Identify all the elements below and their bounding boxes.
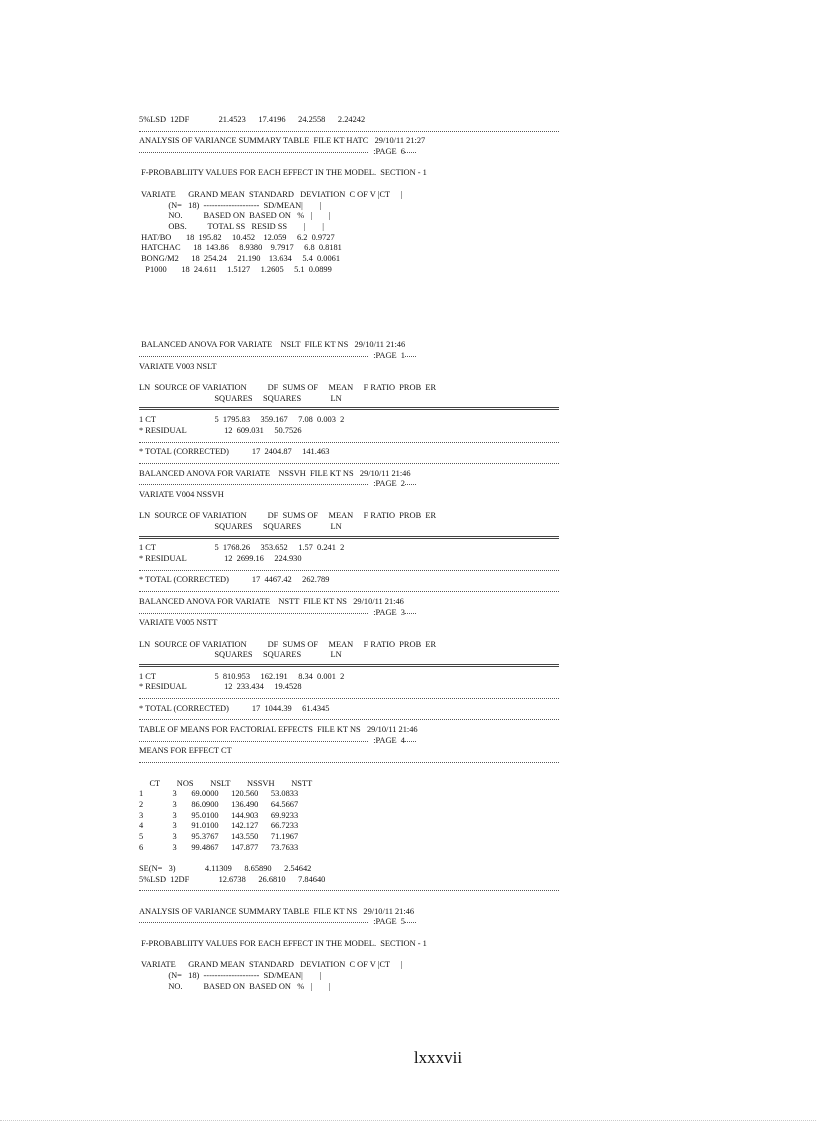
- text-line: * TOTAL (CORRECTED) 17 4467.42 262.789: [139, 575, 330, 585]
- text-line: LN SOURCE OF VARIATION DF SUMS OF MEAN F RATIO PROB ER: [139, 383, 437, 393]
- spacer: [139, 501, 559, 512]
- text-line: * RESIDUAL 12 233.434 19.4528: [139, 682, 302, 692]
- text-line: SE(N= 3) 4.11309 8.65890 2.54642: [139, 864, 312, 873]
- text-line: 1 CT 5 1768.26 353.652 1.57 0.241 2: [139, 543, 345, 553]
- text-line: F-PROBABLIITY VALUES FOR EACH EFFECT IN THE MODEL. SECTION - 1: [139, 168, 427, 178]
- dotted-rule: [139, 586, 559, 597]
- text-line: VARIATE V005 NSTT: [139, 618, 218, 628]
- page-marker-rule: [139, 147, 559, 158]
- page-marker: :PAGE 1: [369, 351, 405, 362]
- double-rule: [139, 404, 559, 415]
- text-line: BALANCED ANOVA FOR VARIATE NSLT FILE KT NS 29/10/11 21:46: [139, 340, 406, 350]
- text-line: 2 3 86.0900 136.490 64.5667: [139, 799, 299, 809]
- text-line: * RESIDUAL 12 2699.16 224.930: [139, 554, 302, 564]
- text-line: * TOTAL (CORRECTED) 17 2404.87 141.463: [139, 447, 330, 457]
- page-marker: :PAGE 4: [369, 736, 405, 747]
- page-marker: :PAGE 5: [369, 917, 405, 928]
- text-line: VARIATE GRAND MEAN STANDARD DEVIATION C OF V |CT |: [139, 189, 403, 199]
- page-number: lxxxvii: [413, 1048, 463, 1067]
- dotted-rule: [139, 565, 559, 576]
- spacer: [139, 179, 559, 190]
- spacer: [139, 158, 559, 169]
- spacer: [139, 372, 559, 383]
- document-body: [139, 115, 559, 992]
- dotted-rule: [139, 885, 559, 896]
- text-line: VARIATE GRAND MEAN STANDARD DEVIATION C OF V |CT |: [139, 960, 403, 970]
- text-line: 5%LSD 12DF 21.4523 17.4196 24.2558 2.24242: [139, 115, 366, 124]
- text-line: SQUARES SQUARES LN: [139, 522, 342, 531]
- page-marker-rule: [139, 479, 559, 490]
- page-marker-rule: [139, 736, 559, 747]
- text-line: CT NOS NSLT NSSVH NSTT: [139, 778, 313, 788]
- spacer: [139, 629, 559, 640]
- double-rule: [139, 533, 559, 544]
- text-line: P1000 18 24.611 1.5127 1.2605 5.1 0.0899: [139, 264, 332, 274]
- text-line: NO. BASED ON BASED ON % | |: [139, 981, 331, 991]
- spacer: [139, 768, 559, 779]
- dotted-rule: [139, 757, 559, 768]
- page-marker-rule: [139, 608, 559, 619]
- text-line: ANALYSIS OF VARIANCE SUMMARY TABLE FILE KT NS 29/10/11 21:46: [139, 906, 415, 916]
- page-bottom-edge: [0, 1120, 816, 1121]
- text-line: 1 CT 5 1795.83 359.167 7.08 0.003 2: [139, 415, 345, 425]
- text-line: LN SOURCE OF VARIATION DF SUMS OF MEAN F RATIO PROB ER: [139, 639, 437, 649]
- text-line: HATCHAC 18 143.86 8.9380 9.7917 6.8 0.8181: [139, 243, 342, 253]
- text-line: MEANS FOR EFFECT CT: [139, 746, 232, 756]
- text-line: (N= 18) -------------------- SD/MEAN| |: [139, 200, 322, 210]
- text-line: 4 3 91.0100 142.127 66.7233: [139, 821, 299, 831]
- text-line: 6 3 99.4867 147.877 73.7633: [139, 842, 299, 852]
- text-line: BALANCED ANOVA FOR VARIATE NSSVH FILE KT NS 29/10/11 21:46: [139, 468, 411, 478]
- spacer: [139, 950, 559, 961]
- text-line: 5 3 95.3767 143.550 71.1967: [139, 831, 299, 841]
- spacer: [139, 853, 559, 864]
- text-line: NO. BASED ON BASED ON % | |: [139, 211, 331, 221]
- text-line: SQUARES SQUARES LN: [139, 650, 342, 660]
- dotted-rule: [139, 437, 559, 448]
- text-line: BONG/M2 18 254.24 21.190 13.634 5.4 0.0061: [139, 253, 341, 263]
- text-line: 1 3 69.0000 120.560 53.0833: [139, 789, 299, 799]
- dotted-rule: [139, 126, 559, 137]
- dotted-rule: [139, 714, 559, 725]
- text-line: TABLE OF MEANS FOR FACTORIAL EFFECTS FILE KT NS 29/10/11 21:46: [139, 725, 418, 735]
- text-line: HAT/BO 18 195.82 10.452 12.059 6.2 0.9727: [139, 232, 335, 242]
- text-line: (N= 18) -------------------- SD/MEAN| |: [139, 970, 322, 980]
- text-line: 1 CT 5 810.953 162.191 8.34 0.001 2: [139, 671, 345, 681]
- spacer: [139, 896, 559, 907]
- text-line: LN SOURCE OF VARIATION DF SUMS OF MEAN F RATIO PROB ER: [139, 511, 437, 521]
- text-line: OBS. TOTAL SS RESID SS | |: [139, 221, 324, 231]
- section-spacer: [139, 275, 559, 340]
- dotted-rule: [139, 693, 559, 704]
- page-marker-rule: [139, 351, 559, 362]
- spacer: [139, 928, 559, 939]
- text-line: SQUARES SQUARES LN: [139, 393, 342, 403]
- text-line: * RESIDUAL 12 609.031 50.7526: [139, 425, 302, 435]
- double-rule: [139, 661, 559, 672]
- page-marker: :PAGE 6: [369, 147, 405, 158]
- dotted-rule: [139, 458, 559, 469]
- page-marker: :PAGE 2: [369, 479, 405, 490]
- text-line: 3 3 95.0100 144.903 69.9233: [139, 810, 299, 820]
- text-line: F-PROBABLIITY VALUES FOR EACH EFFECT IN THE MODEL. SECTION - 1: [139, 938, 427, 948]
- text-line: VARIATE V004 NSSVH: [139, 489, 224, 499]
- text-line: ANALYSIS OF VARIANCE SUMMARY TABLE FILE KT HATC 29/10/11 21:27: [139, 136, 426, 146]
- text-line: * TOTAL (CORRECTED) 17 1044.39 61.4345: [139, 703, 330, 713]
- text-line: 5%LSD 12DF 12.6738 26.6810 7.84640: [139, 874, 326, 884]
- page-marker: :PAGE 3: [369, 608, 405, 619]
- text-line: BALANCED ANOVA FOR VARIATE NSTT FILE KT NS 29/10/11 21:46: [139, 596, 404, 606]
- page-marker-rule: [139, 917, 559, 928]
- text-line: VARIATE V003 NSLT: [139, 361, 217, 371]
